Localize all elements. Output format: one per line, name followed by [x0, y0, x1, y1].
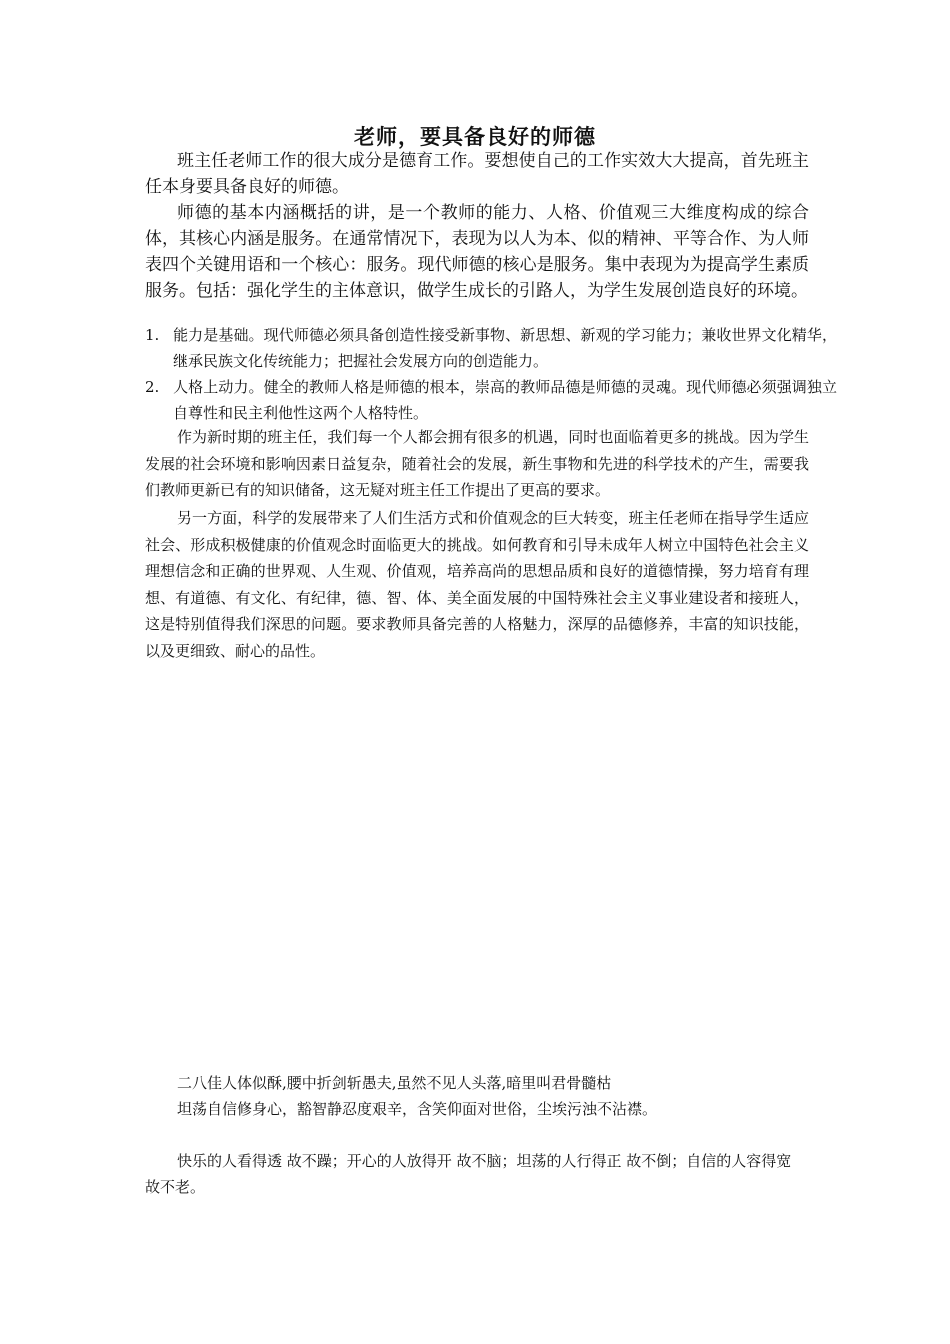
- intro-paragraph: 班主任老师工作的很大成分是德育工作。要想使自己的工作实效大大提高，首先班主任本身要具备良好的师德。: [145, 151, 809, 197]
- list-item-1: [145, 322, 837, 374]
- list-number: 2.: [145, 378, 160, 396]
- footer-poem-2: 坦荡自信修身心，豁智静忍度艰辛，含笑仰面对世俗，尘埃污浊不沾襟。: [177, 1100, 658, 1118]
- list-text: 人格上动力。健全的教师人格是师德的根本，崇高的教师品德是师德的灵魂。现代师德必须强调独立自尊性和民主利他性这两个人格特性。: [173, 378, 837, 422]
- footer-saying: 快乐的人看得透 故不躁；开心的人放得开 故不脑；坦荡的人行得正 故不倒；自信的人容得宽 故不老。: [145, 1152, 792, 1196]
- document-title: 老师，要具备良好的师德: [354, 124, 596, 149]
- list-item-2: [145, 374, 837, 426]
- footer-poem-1: 二八佳人体似酥,腰中折剑斩愚夫,虽然不见人头落,暗里叫君骨髓枯: [177, 1074, 612, 1092]
- body-paragraph-2: 另一方面，科学的发展带来了人们生活方式和价值观念的巨大转变，班主任老师在指导学生适应社会、形成积极健康的价值观念时面临更大的挑战。如何教育和引导未成年人树立中国特色社会主义理想信念和正确的世界观、人生观、价值观，培养高尚的思想品质和良好的道德情操，努力培育有理想、有道德、有文化、有纪律，德、智、体、美全面发展的中国特殊社会主义事业建设者和接班人，这是特别值得我们深思的问题。要求教师具备完善的人格魅力，深厚的品德修养，丰富的知识技能，以及更细致、耐心的品性。: [145, 509, 809, 660]
- body-paragraph-1: 作为新时期的班主任，我们每一个人都会拥有很多的机遇，同时也面临着更多的挑战。因为学生发展的社会环境和影响因素日益复杂，随着社会的发展，新生事物和先进的科学技术的产生，需要我们教师更新已有的知识储备，这无疑对班主任工作提出了更高的要求。: [145, 428, 809, 499]
- list-number: 1.: [145, 326, 160, 344]
- list-text: 能力是基础。现代师德必须具备创造性接受新事物、新思想、新观的学习能力；兼收世界文化精华，继承民族文化传统能力；把握社会发展方向的创造能力。: [173, 326, 837, 370]
- definition-paragraph: 师德的基本内涵概括的讲，是一个教师的能力、人格、价值观三大维度构成的综合体，其核心内涵是服务。在通常情况下，表现为以人为本、似的精神、平等合作、为人师表四个关键用语和一个核心：服务。现代师德的核心是服务。集中表现为为提高学生素质服务。包括：强化学生的主体意识，做学生成长的引路人，为学生发展创造良好的环境。: [145, 203, 809, 301]
